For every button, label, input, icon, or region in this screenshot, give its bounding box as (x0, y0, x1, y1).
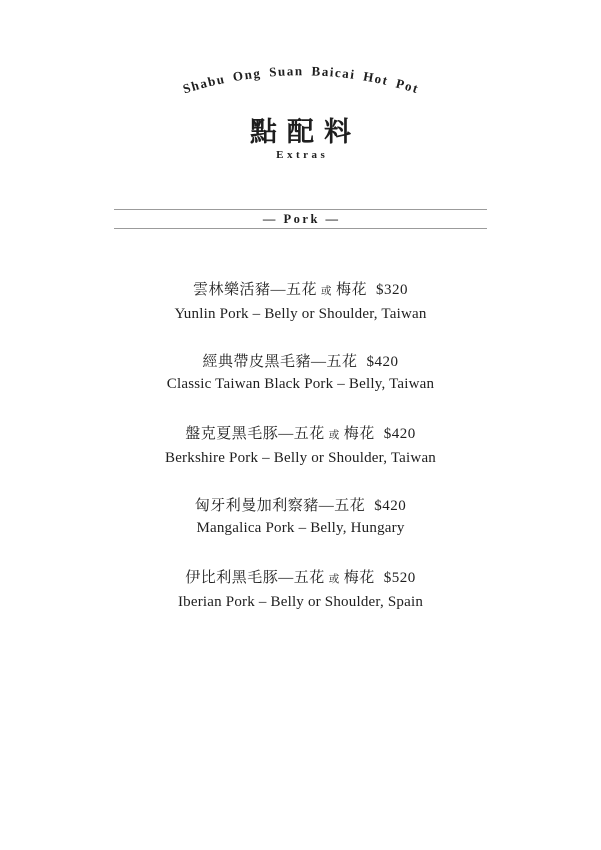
item-name-zh (0, 352, 601, 372)
menu-item (0, 496, 601, 538)
item-name-zh (0, 496, 601, 516)
item-zh-alt: 梅花 (343, 426, 375, 442)
item-price: $320 (376, 282, 409, 298)
item-name-en: Classic Taiwan Black Pork – Belly, Taiwan (166, 376, 435, 392)
menu-list (0, 280, 601, 640)
item-price: $420 (383, 426, 416, 442)
menu-title-en: Extras (276, 149, 329, 161)
item-name-en: Iberian Pork – Belly or Shoulder, Spain (177, 594, 424, 610)
section-label-pork: — Pork — (262, 212, 341, 226)
item-zh-alt: 梅花 (343, 570, 375, 586)
brand-arc-svg (131, 48, 471, 112)
brand-name: Shabu Ong Suan Baicai Hot Pot (180, 63, 421, 97)
item-name-zh (0, 280, 601, 302)
item-zh-main: 雲林樂活豬—五花 (192, 282, 317, 298)
item-zh-main: 匈牙利曼加利察豬—五花 (194, 498, 366, 514)
item-name-zh (0, 424, 601, 446)
item-or-label: 或 (328, 430, 340, 441)
item-zh-main: 經典帶皮黑毛豬—五花 (202, 354, 358, 370)
menu-item (0, 424, 601, 466)
menu-title-zh: 點配料 (250, 117, 361, 147)
item-zh-alt: 梅花 (336, 282, 368, 298)
menu-item (0, 568, 601, 610)
item-name-zh (0, 568, 601, 590)
brand-arc-text (131, 48, 471, 112)
item-or-label: 或 (321, 286, 332, 297)
item-price: $420 (366, 354, 399, 370)
item-or-label: 或 (328, 574, 340, 585)
item-zh-main: 伊比利黑毛豚—五花 (185, 570, 325, 586)
item-zh-main: 盤克夏黑毛豚—五花 (185, 426, 325, 442)
item-name-en: Yunlin Pork – Belly or Shoulder, Taiwan (174, 306, 427, 322)
item-price: $420 (374, 498, 407, 514)
menu-item (0, 352, 601, 394)
item-price: $520 (383, 570, 416, 586)
pork-section-divider (114, 209, 487, 229)
menu-item (0, 280, 601, 322)
item-name-en: Mangalica Pork – Belly, Hungary (196, 520, 405, 536)
item-name-en: Berkshire Pork – Belly or Shoulder, Taiwan (164, 450, 437, 466)
